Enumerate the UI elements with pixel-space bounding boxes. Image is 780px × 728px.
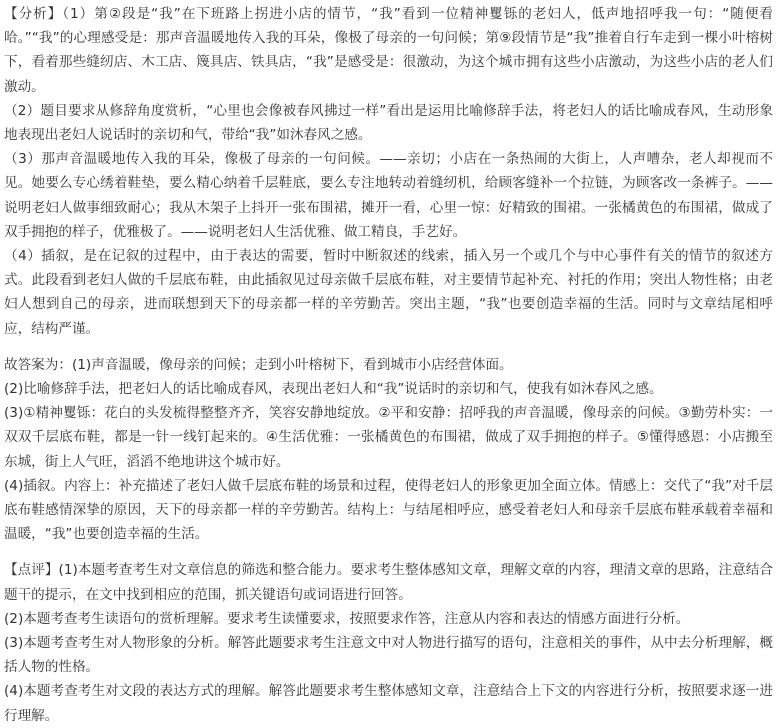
section-gap [4, 341, 773, 353]
analysis-paragraph-4: （4）插叙，是在记叙的过程中，由于表达的需要，暂时中断叙述的线索，插入另一个或几个与中心事件有关的情节的叙述方式。此段看到老妇人做的千层底布鞋，由此插叙见过母亲做千层底布鞋，对主要情节起补充、衬托的作用；突出人物性格；由老妇人想到自己的母亲，进而联想到天下的母亲都一样的辛劳勤苦。突出主题，“我”也要创造幸福的生活。同时与文章结尾相呼应，结构严谨。 [4, 248, 773, 337]
comment-paragraph-2: (2)本题考查考生读语句的赏析理解。要求考生读懂要求，按照要求作答，注意从内容和表达的情感方面进行分析。 [4, 610, 690, 627]
comment-label: 【点评】 [4, 562, 59, 579]
analysis-paragraph-3: （3）那声音温暖地传入我的耳朵，像极了母亲的一句问候。——亲切；小店在一条热闹的大街上，人声嘈杂，老人却视而不见。她要么专心绣着鞋垫，要么精心纳着千层鞋底，要么专注地转动着缝纫机，给顾客缝补一个拉链，为顾客改一条裤子。——说明老妇人做事细致耐心；我从木架子上抖开一张布围裙，摊开一看，心里一惊：好精致的围裙。一张橘黄色的布围裙，做成了双手拥抱的样子，优雅极了。——说明老妇人生活优雅、做工精良，手艺好。 [4, 151, 773, 240]
analysis-paragraph-2: （2）题目要求从修辞角度赏析，“心里也会像被春风拂过一样”看出是运用比喻修辞手法，将老妇人的话比喻成春风，生动形象地表现出老妇人说话时的亲切和气，带给“我”如沐春风之感。 [4, 102, 773, 144]
comment-paragraph-3: (3)本题考查考生对人物形象的分析。解答此题要求考生注意文中对人物进行描写的语句，注意相关的事件，从中去分析理解，概括人物的性格。 [4, 635, 773, 676]
section-gap [4, 546, 773, 558]
comment-text-1: (1)本题考查考生对文章信息的筛选和整合能力。要求考生整体感知文章，理解文章的内容，理清文章的思路，注意结合题干的提示，在文中找到相应的范围，抓关键语句或词语进行回答。 [4, 562, 773, 603]
analysis-text-1: （1）第②段是“我”在下班路上拐进小店的情节，“我”看到一位精神矍铄的老妇人，低声地招呼我一句：“随便看哈。”“我”的心理感受是：那声音温暖地传入我的耳朵，像极了母亲的一句问候；第⑨段情节是“我”推着自行车走到一棵小叶榕树下，看着那些缝纫店、木工店、篾具店、铁具店，“我”是感受是：很激动，为这个城市拥有这些小店激动，为这些小店的老人们激动。 [4, 6, 773, 95]
answer-paragraph-1: 故答案为：(1)声音温暖，像母亲的问候；走到小叶榕树下，看到城市小店经营体面。 [4, 356, 513, 373]
answer-paragraph-3: (3)①精神矍铄：花白的头发梳得整整齐齐，笑容安静地绽放。②平和安静：招呼我的声音温暖，像母亲的问候。③勤劳朴实：一双双千层底布鞋，都是一针一线钉起来的。④生活优雅：一张橘黄色的布围裙，做成了双手拥抱的样子。⑤懂得感恩：小店搬至东城，街上人气旺，滔滔不绝地讲这个城市好。 [4, 405, 773, 470]
answer-paragraph-2: (2)比喻修辞手法，把老妇人的话比喻成春风，表现出老妇人和“我”说话时的亲切和气，使我有如沐春风之感。 [4, 381, 663, 398]
analysis-label: 【分析】 [4, 6, 63, 22]
comment-paragraph-4: (4)本题考查考生对文段的表达方式的理解。解答此题要求考生整体感知文章，注意结合上下文的内容进行分析，按照要求逐一进行理解。 [4, 683, 773, 724]
comment-paragraph-1 [4, 558, 773, 606]
answer-paragraph-4: (4)插叙。内容上：补充描述了老妇人做千层底布鞋的场景和过程，使得老妇人的形象更加全面立体。情感上：交代了“我”对千层底布鞋感情深挚的原因，天下的母亲都一样的辛劳勤苦。结构上：与结尾相呼应，感受着老妇人和母亲千层底布鞋承载着幸福和温暖，“我”也要创造幸福的生活。 [4, 477, 773, 543]
analysis-paragraph-1 [4, 2, 773, 99]
